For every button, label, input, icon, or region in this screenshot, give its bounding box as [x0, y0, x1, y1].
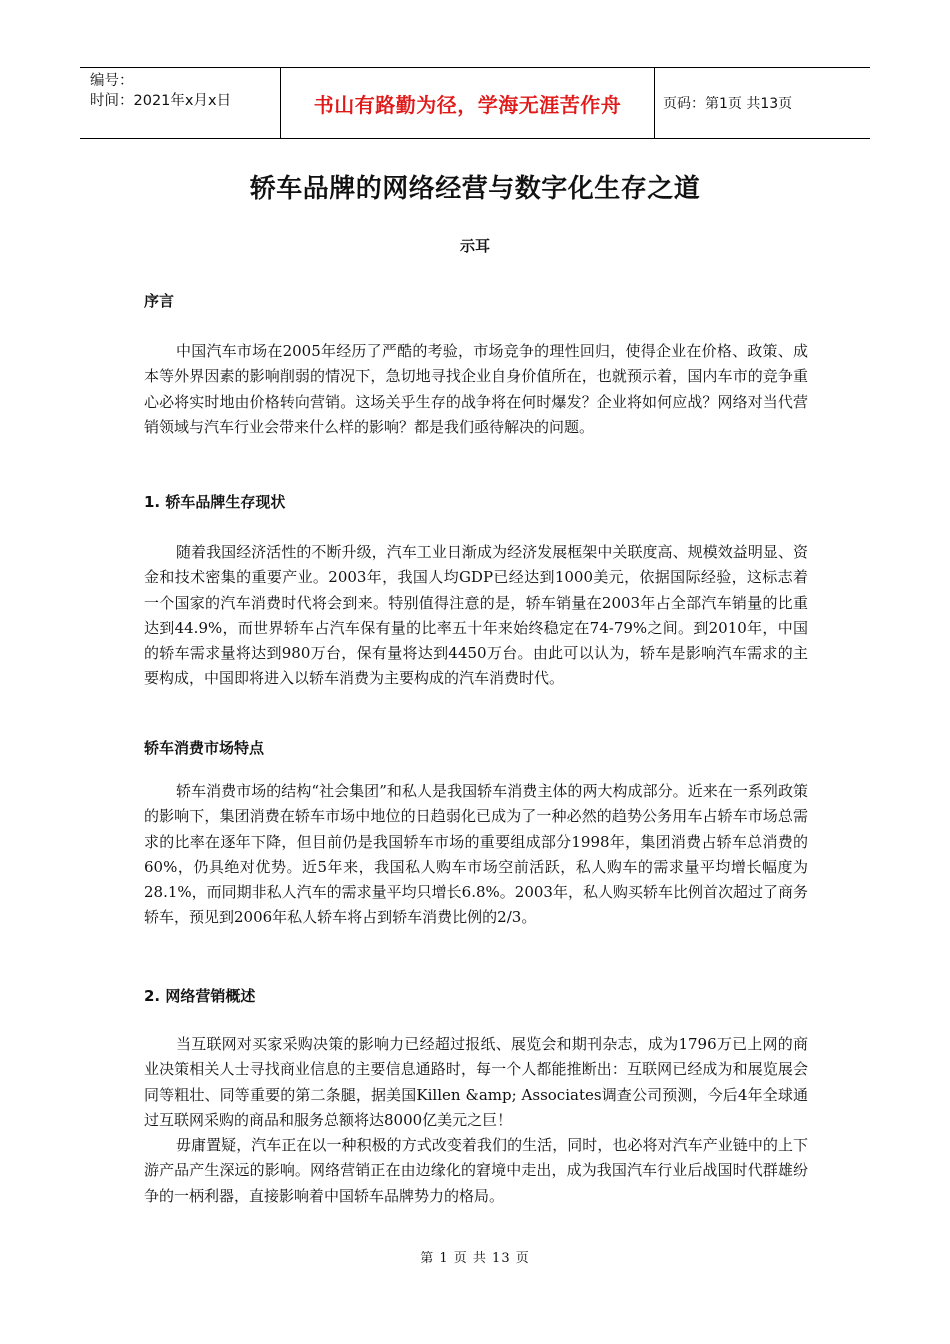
- section-heading-preface: 序言: [144, 292, 175, 310]
- header-page-info: 页码：第1页 共13页: [663, 96, 793, 112]
- document-title: 轿车品牌的网络经营与数字化生存之道: [249, 174, 701, 204]
- header-motto: 书山有路勤为径，学海无涯苦作舟: [281, 68, 655, 138]
- header-meta: [80, 68, 281, 138]
- paragraph-market: 轿车消费市场的结构“社会集团”和私人是我国轿车消费主体的两大构成部分。近来在一系列政策的影响下，集团消费在轿车市场中地位的日趋弱化已成为了一种必然的趋势公务用车占轿车市场总需求的比率在逐年下降，但目前仍是我国轿车市场的重要组成部分1998年，集团消费占轿车总消费的60%，仍具绝对优势。近5年来，我国私人购车市场空前活跃，私人购车的需求量平均增长幅度为28.1%，而同期非私人汽车的需求量平均只增长6.8%。2003年，私人购买轿车比例首次超过了商务轿车，预见到2006年私人轿车将占到轿车消费比例的2/3。: [144, 782, 808, 927]
- section-heading-network-marketing: 2. 网络营销概述: [144, 987, 256, 1005]
- document-author: 示耳: [459, 237, 490, 255]
- paragraph-network-1: 当互联网对买家采购决策的影响力已经超过报纸、展览会和期刊杂志，成为1796万已上网的商业决策相关人士寻找商业信息的主要信息通路时，每一个人都能推断出：互联网已经成为和展览展会同等粗壮、同等重要的第二条腿，据美国Killen &amp; Associates调查公司预测，今后4年全球通过互联网采购的商品和服务总额将达8000亿美元之巨！: [144, 1035, 808, 1129]
- page-header: [80, 67, 870, 139]
- paragraph-preface: 中国汽车市场在2005年经历了严酷的考验，市场竞争的理性回归，使得企业在价格、政策、成本等外界因素的影响削弱的情况下，急切地寻找企业自身价值所在，也就预示着，国内车市的竞争重心必将实时地由价格转向营销。这场关乎生存的战争将在何时爆发？企业将如何应战？网络对当代营销领域与汽车行业会带来什么样的影响？都是我们亟待解决的问题。: [144, 342, 808, 436]
- paragraph-status: 随着我国经济活性的不断升级，汽车工业日渐成为经济发展框架中关联度高、规模效益明显、资金和技术密集的重要产业。2003年，我国人均GDP已经达到1000美元，依据国际经验，这标志着一个国家的汽车消费时代将会到来。特别值得注意的是，轿车销量在2003年占全部汽车销量的比重达到44.9%，而世界轿车占汽车保有量的比率五十年来始终稳定在74-79%之间。到2010年，中国的轿车需求量将达到980万台，保有量将达到4450万台。由此可以认为，轿车是影响汽车需求的主要构成，中国即将进入以轿车消费为主要构成的汽车消费时代。: [144, 543, 808, 688]
- number-label: 编号：: [90, 73, 134, 89]
- section-heading-market: 轿车消费市场特点: [144, 739, 265, 757]
- paragraph-network-2: 毋庸置疑，汽车正在以一种积极的方式改变着我们的生活，同时，也必将对汽车产业链中的上下游产品产生深远的影响。网络营销正在由边缘化的窘境中走出，成为我国汽车行业后战国时代群雄纷争的一柄利器，直接影响着中国轿车品牌势力的格局。: [144, 1136, 808, 1205]
- time-label: 时间：2021年x月x日: [90, 93, 232, 109]
- section-heading-status: 1. 轿车品牌生存现状: [144, 493, 286, 511]
- page-footer: 第 1 页 共 13 页: [420, 1251, 530, 1266]
